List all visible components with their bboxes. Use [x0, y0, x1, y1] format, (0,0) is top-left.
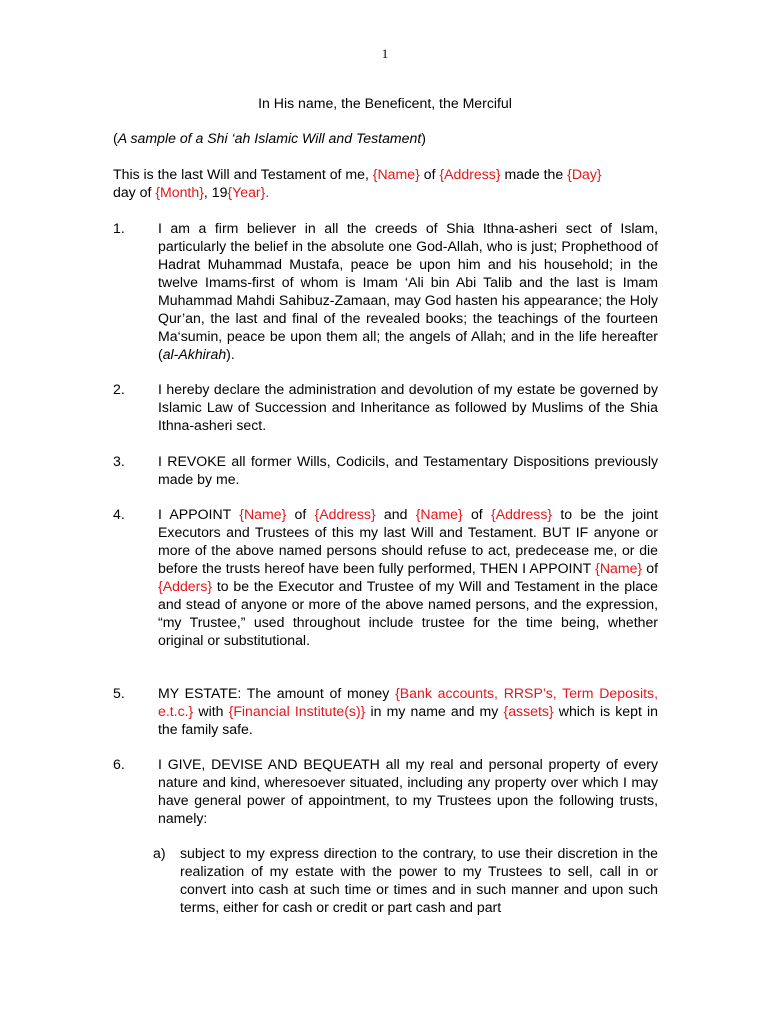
clause-2 [113, 380, 658, 434]
clause-number: 2. [113, 381, 125, 397]
placeholder-accounts: {Bank accounts, RRSP’s, Term Deposits, e.t.c.} [158, 685, 658, 719]
clause-italic: al-Akhirah [162, 346, 227, 362]
placeholder-address: {Address} [490, 506, 553, 522]
subtitle-italic: A sample of a Shi ‘ah Islamic Will and Testament [117, 130, 422, 146]
placeholder-address: {Address} [314, 506, 376, 522]
clause-text: of [642, 560, 658, 576]
placeholder-assets: {assets} [503, 703, 554, 719]
clause-text: which is kept in the family safe. [158, 703, 658, 737]
placeholder-month: {Month} [155, 184, 204, 200]
subtitle-open: ( [113, 130, 118, 146]
placeholder-name: {Name} [415, 506, 463, 522]
intro-text: day of [113, 184, 156, 200]
clause-text: to be the joint Executors and Trustees of this my last Will and Testament. BUT IF anyone or more of the above named persons should refuse to act, predecease me, or die before the trusts hereof have been fully performed, THEN I APPOINT [158, 506, 658, 576]
clause-number: 3. [113, 453, 125, 469]
clause-text: of [286, 506, 315, 522]
clause-text: in my name and my [365, 703, 504, 719]
clause-6 [113, 755, 658, 827]
placeholder-address: {Address} [439, 166, 501, 182]
clause-text: MY ESTATE: The amount of money [158, 685, 396, 701]
placeholder-institution: {Financial Institute(s)} [228, 703, 366, 719]
intro-paragraph [113, 165, 658, 201]
clause-5 [113, 684, 658, 738]
clause-text: ). [226, 346, 235, 362]
clause-number: 1. [113, 220, 125, 236]
page-number: 1 [381, 46, 389, 61]
placeholder-name: {Name} [372, 166, 420, 182]
placeholder-day: {Day} [567, 166, 602, 182]
clause-4 [113, 505, 658, 649]
intro-text: made the [500, 166, 568, 182]
clause-1 [113, 219, 658, 363]
placeholder-name: {Name} [239, 506, 287, 522]
clause-3 [113, 452, 658, 488]
clause-number: 6. [113, 756, 125, 772]
clause-body: I hereby declare the administration and devolution of my estate be governed by Islamic Law of Succession and Inheritance as followed by Muslims of the Shia Ithna-asheri sect. [158, 381, 658, 433]
clause-body [158, 219, 658, 363]
document-subtitle [113, 129, 426, 147]
subclause-letter: a) [153, 845, 166, 861]
document-heading: In His name, the Beneficent, the Merciful [258, 95, 512, 111]
clause-body: I REVOKE all former Wills, Codicils, and Testamentary Dispositions previously made by me. [158, 453, 658, 487]
intro-text: . [265, 184, 270, 200]
clause-6a [153, 844, 658, 916]
clause-body [158, 505, 658, 649]
clause-text: I APPOINT [158, 506, 240, 522]
clause-body: I GIVE, DEVISE AND BEQUEATH all my real and personal property of every nature and kind, wheresoever situated, including any property over which I may have general power of appointment, to my Trustees upon the following trusts, namely: [158, 756, 658, 826]
placeholder-address: {Adders} [158, 578, 213, 594]
clause-text: I am a firm believer in all the creeds of Shia Ithna-asheri sect of Islam, particularly the belief in the absolute one God-Allah, who is just; Prophethood of Hadrat Muhammad Mustafa, peace be upon him and his household; in the twelve Imams-first of whom is Imam ‘Ali bin Abi Talib and the last is Imam Muhammad Mahdi Sahibuz-Zamaan, may God hasten his appearance; the Holy Qur’an, the last and final of the revealed books; the teachings of the fourteen Ma‘sumin, peace be upon them all; the angels of Allah; and in the life hereafter ( [158, 220, 658, 362]
clause-text: of [462, 506, 491, 522]
placeholder-year: {Year} [227, 184, 266, 200]
clause-text: to be the Executor and Trustee of my Will and Testament in the place and stead of anyone or more of the above named persons, and the expression, “my Trustee,” used throughout include trustee for the time being, whether original or substitutional. [158, 578, 658, 648]
intro-text: , 19 [203, 184, 228, 200]
clause-text: with [193, 703, 229, 719]
clause-number: 4. [113, 506, 125, 522]
clause-text: and [375, 506, 416, 522]
subtitle-close: ) [421, 130, 426, 146]
intro-text: This is the last Will and Testament of me, [113, 166, 373, 182]
clause-number: 5. [113, 685, 125, 701]
intro-text: of [419, 166, 440, 182]
subclause-body: subject to my express direction to the contrary, to use their discretion in the realization of my estate with the power to my Trustees to sell, call in or convert into cash at such time or times and in such manner and upon such terms, either for cash or credit or part cash and part [180, 845, 658, 915]
clause-body [158, 684, 658, 738]
placeholder-name: {Name} [595, 560, 643, 576]
